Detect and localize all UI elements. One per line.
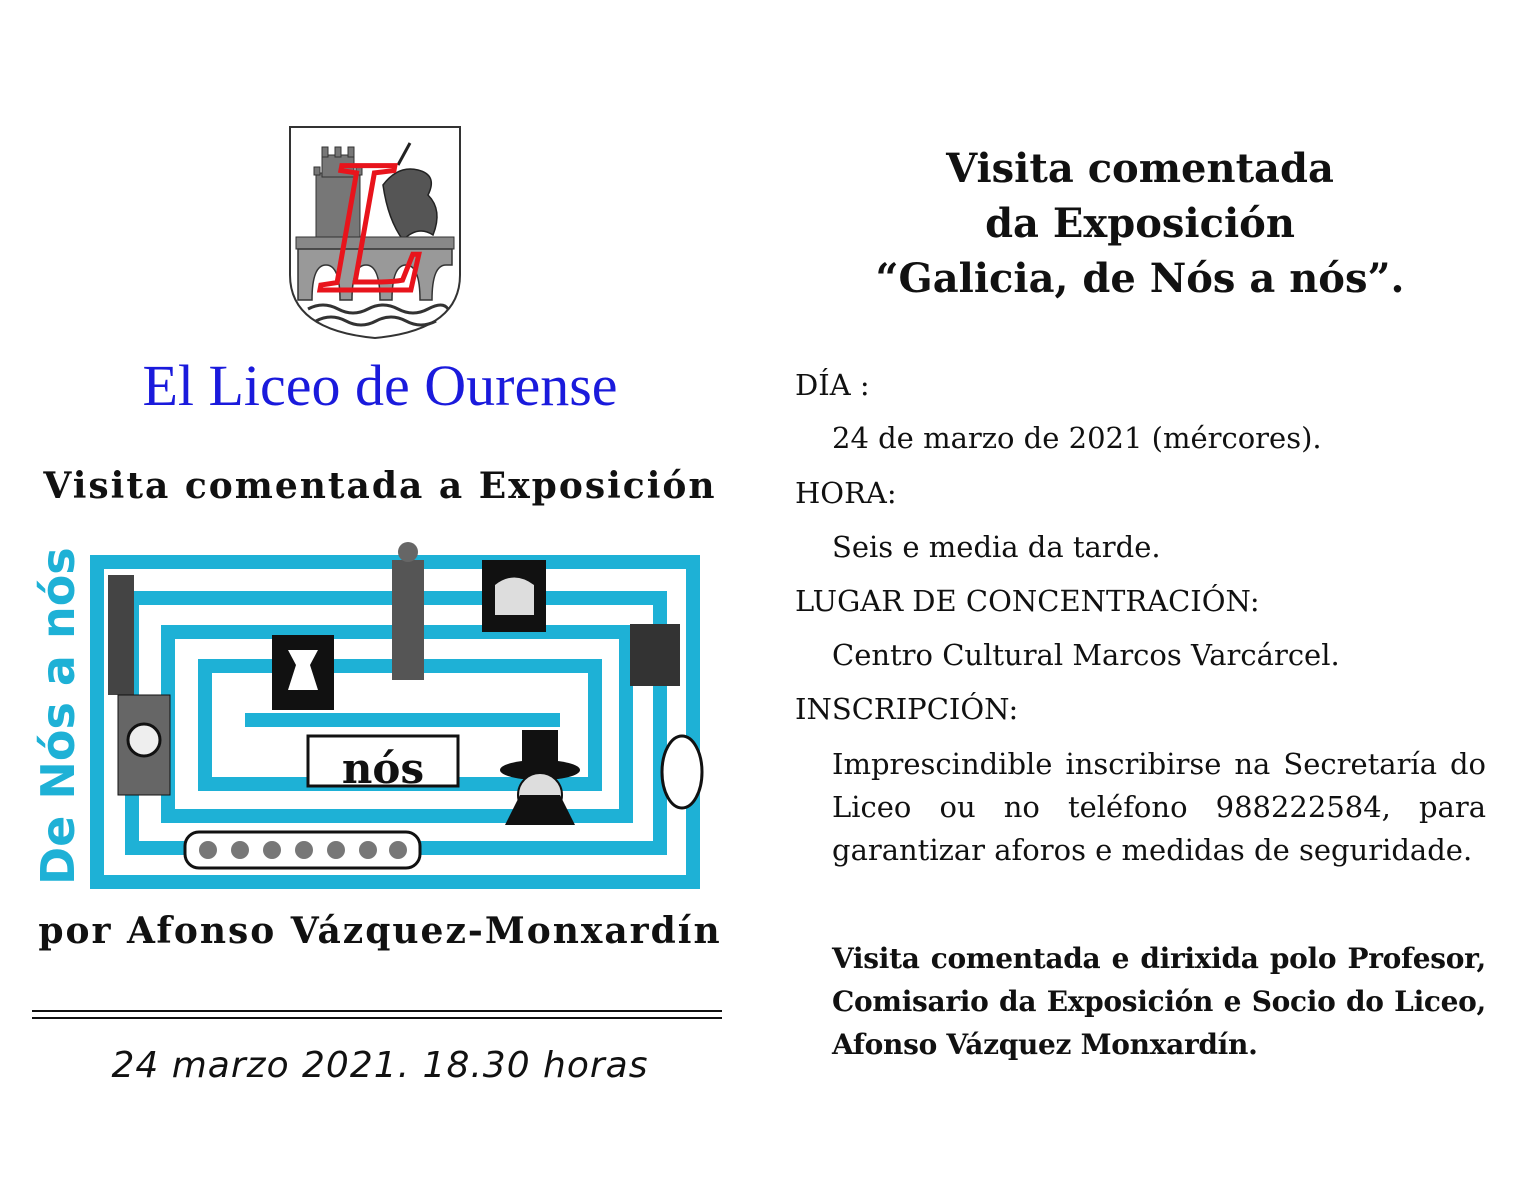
event-date-time: 24 marzo 2021. 18.30 horas [111, 1045, 649, 1086]
registration-value: Imprescindible inscribirse na Secretaría do Liceo ou no teléfono 988222584, para garantizar aforos e medidas de seguridade. [832, 747, 1486, 867]
organization-name: El Liceo de Ourense [142, 353, 618, 418]
title-line-3: “Galicia, de Nós a nós”. [875, 255, 1405, 302]
double-divider [32, 1010, 722, 1020]
meeting-place-label: LUGAR DE CONCENTRACIÓN: [795, 584, 1260, 618]
time-label: HORA: [795, 476, 897, 510]
liceo-crest-logo [288, 122, 462, 340]
meeting-place-value: Centro Cultural Marcos Varcárcel. [832, 638, 1340, 672]
author-line: por Afonso Vázquez-Monxardín [38, 910, 722, 952]
registration-label: INSCRIPCIÓN: [795, 692, 1019, 726]
left-heading: Visita comentada a Exposición [43, 465, 717, 507]
crest-letter: L [322, 122, 428, 332]
title-line-2: da Exposición [985, 200, 1295, 247]
guide-description: Visita comentada e dirixida polo Profesor, Comisario da Exposición e Socio do Liceo, Afonso Vázquez Monxardín. [832, 942, 1486, 1061]
day-value: 24 de marzo de 2021 (mércores). [832, 421, 1322, 455]
title-line-1: Visita comentada [946, 145, 1334, 192]
expo-sign-text: nós [341, 744, 425, 793]
day-label: DÍA : [795, 368, 870, 402]
time-value: Seis e media da tarde. [832, 530, 1161, 564]
expo-vertical-title: De Nós a nós [31, 547, 85, 885]
exhibition-poster-image [31, 540, 710, 890]
